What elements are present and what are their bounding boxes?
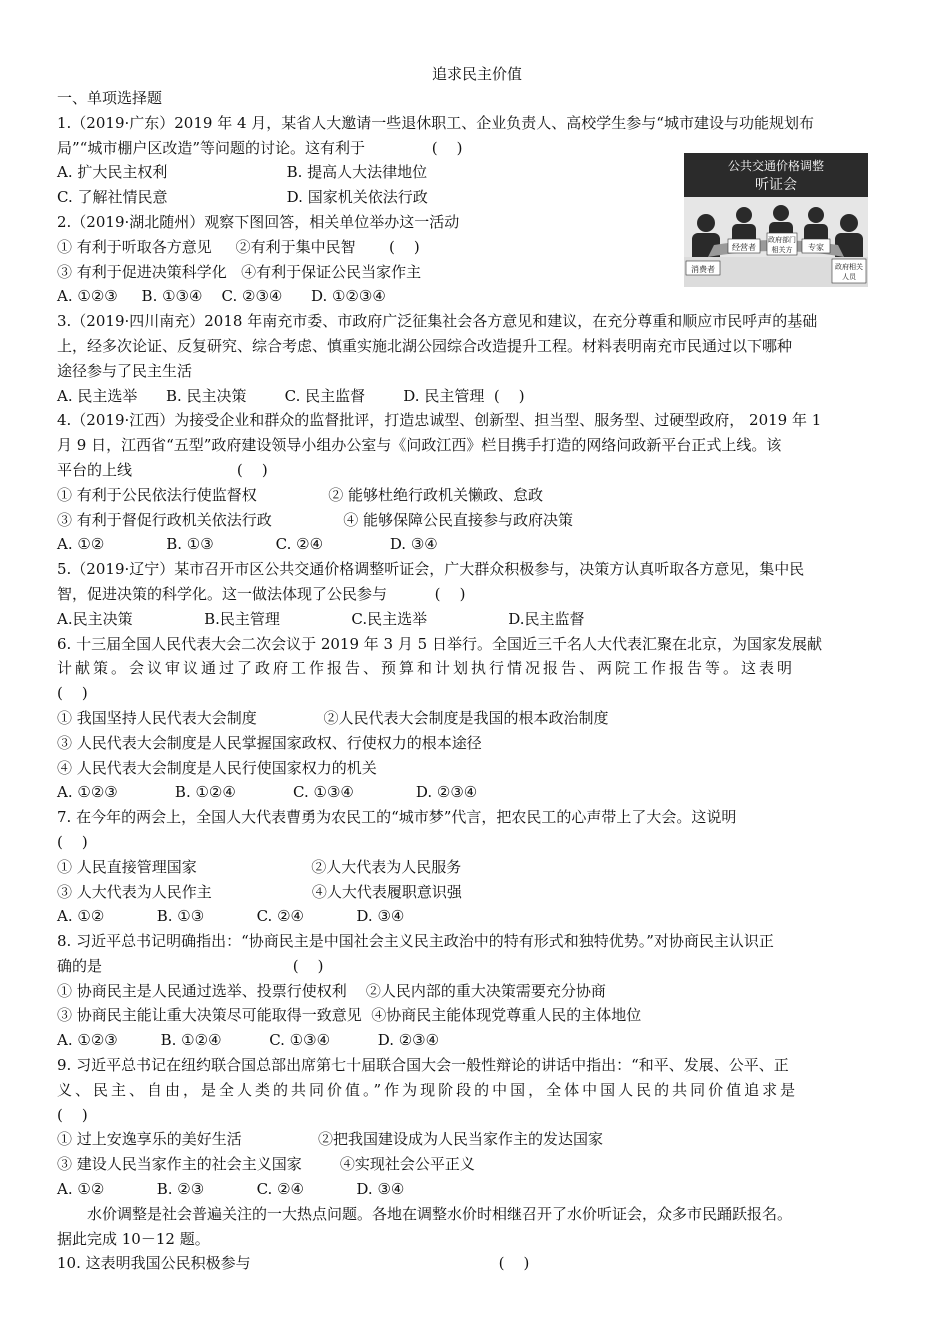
q8-options: A. ①②③ B. ①②④ C. ①③④ D. ②③④ (57, 1031, 440, 1050)
q9-options: A. ①② B. ②③ C. ②④ D. ③④ (57, 1180, 405, 1199)
q6-stem-line1: 6. 十三届全国人民代表大会二次会议于 2019 年 3 月 5 日举行。全国近三千名人大代表汇聚在北京，为国家发展献 (57, 634, 822, 653)
q7-statements-34: ③ 人大代表为人民作主 ④人大代表履职意识强 (57, 882, 462, 901)
material-line1: 水价调整是社会普遍关注的一大热点问题。各地在调整水价时相继召开了水价听证会，众多市民踊跃报名。 (87, 1204, 793, 1223)
q3-options: A. 民主选举 B. 民主决策 C. 民主监督 D. 民主管理 ( ) (57, 386, 525, 405)
q8-stem-line1: 8. 习近平总书记明确指出：“协商民主是中国社会主义民主政治中的特有形式和独特优势。”对协商民主认识正 (57, 932, 774, 951)
q7-answer-blank: ( ) (57, 832, 88, 851)
q1-stem-line2: 局”“城市棚户区改造”等问题的讨论。这有利于 ( ) (57, 138, 463, 157)
q4-stem-line1: 4.（2019·江西）为接受企业和群众的监督批评，打造忠诚型、创新型、担当型、服务型、过硬型政府， 2019 年 1 (57, 411, 822, 430)
q4-statements-12: ① 有利于公民依法行使监督权 ② 能够杜绝行政机关懒政、怠政 (57, 485, 544, 504)
hearing-illustration (684, 153, 868, 287)
q6-statement-4: ④ 人民代表大会制度是人民行使国家权力的机关 (57, 758, 377, 777)
q4-stem-line2: 月 9 日，江西省“五型”政府建设领导小组办公室与《问政江西》栏目携手打造的网络问政新平台正式上线。该 (57, 436, 782, 455)
q4-stem-line3: 平台的上线 ( ) (57, 460, 268, 479)
label-operator: 经营者 (732, 243, 756, 252)
hearing-illustration-svg (684, 153, 868, 287)
q8-stem-line2: 确的是 ( ) (57, 956, 324, 975)
q6-statement-3: ③ 人民代表大会制度是人民掌握国家政权、行使权力的根本途径 (57, 733, 482, 752)
material-line2: 据此完成 10－12 题。 (57, 1229, 210, 1248)
q1-options-ab: A. 扩大民主权利 B. 提高人大法律地位 (57, 163, 428, 182)
q6-statements-12: ① 我国坚持人民代表大会制度 ②人民代表大会制度是我国的根本政治制度 (57, 708, 609, 727)
q5-stem-line1: 5.（2019·辽宁）某市召开市区公共交通价格调整听证会，广大群众积极参与，决策方认真听取各方意见，集中民 (57, 560, 805, 579)
label-government-2: 相关方 (771, 246, 793, 254)
q1-options-cd: C. 了解社情民意 D. 国家机关依法行政 (57, 188, 428, 207)
q7-options: A. ①② B. ①③ C. ②④ D. ③④ (57, 907, 405, 926)
q2-statements-12: ① 有利于听取各方意见 ②有利于集中民智 ( ) (57, 237, 420, 256)
q3-stem-line1: 3.（2019·四川南充）2018 年南充市委、市政府广泛征集社会各方意见和建议，在充分尊重和顺应市民呼声的基础 (57, 312, 818, 331)
q9-answer-blank: ( ) (57, 1105, 88, 1124)
label-government: 政府部门 (768, 236, 796, 244)
q6-answer-blank: ( ) (57, 684, 88, 703)
q2-options: A. ①②③ B. ①③④ C. ②③④ D. ①②③④ (57, 287, 386, 306)
page-title: 追求民主价值 (431, 65, 522, 83)
q9-stem-line1: 9. 习近平总书记在纽约联合国总部出席第七十届联合国大会一般性辩论的讲话中指出：“和平、发展、公平、正 (57, 1056, 789, 1075)
q9-statements-34: ③ 建设人民当家作主的社会主义国家 ④实现社会公平正义 (57, 1155, 475, 1174)
label-expert: 专家 (808, 243, 824, 252)
label-official: 政府相关 (835, 263, 863, 271)
q9-stem-line2: 义、民主、自由，是全人类的共同价值。”作为现阶段的中国，全体中国人民的共同价值追求是 (57, 1080, 799, 1099)
q9-statements-12: ① 过上安逸享乐的美好生活 ②把我国建设成为人民当家作主的发达国家 (57, 1130, 604, 1149)
label-consumer: 消费者 (691, 265, 715, 274)
q8-statements-12: ① 协商民主是人民通过选举、投票行使权利 ②人民内部的重大决策需要充分协商 (57, 981, 606, 1000)
q4-statements-34: ③ 有利于督促行政机关依法行政 ④ 能够保障公民直接参与政府决策 (57, 510, 574, 529)
q3-stem-line2: 上，经多次论证、反复研究、综合考虑、慎重实施北湖公园综合改造提升工程。材料表明南充市民通过以下哪种 (57, 336, 793, 355)
q8-statements-34: ③ 协商民主能让重大决策尽可能取得一致意见 ④协商民主能体现党尊重人民的主体地位 (57, 1006, 642, 1025)
label-official-2: 人员 (842, 273, 856, 281)
q7-stem: 7. 在今年的两会上，全国人大代表曹勇为农民工的“城市梦”代言，把农民工的心声带上了大会。这说明 (57, 808, 737, 827)
q1-stem-line1: 1.（2019·广东）2019 年 4 月，某省人大邀请一些退休职工、企业负责人、高校学生参与“城市建设与功能规划布 (57, 113, 814, 132)
q7-statements-12: ① 人民直接管理国家 ②人大代表为人民服务 (57, 857, 462, 876)
q2-stem: 2.（2019·湖北随州）观察下图回答，相关单位举办这一活动 (57, 212, 460, 231)
q4-options: A. ①② B. ①③ C. ②④ D. ③④ (57, 535, 438, 554)
banner-subtitle: 听证会 (755, 177, 797, 193)
q3-stem-line3: 途径参与了民主生活 (57, 361, 193, 380)
q6-options: A. ①②③ B. ①②④ C. ①③④ D. ②③④ (57, 783, 478, 802)
q5-stem-line2: 智，促进决策的科学化。这一做法体现了公民参与 ( ) (57, 584, 466, 603)
q2-statements-34: ③ 有利于促进决策科学化 ④有利于保证公民当家作主 (57, 262, 422, 281)
q10-stem: 10. 这表明我国公民积极参与 ( ) (57, 1254, 530, 1273)
section-heading: 一、单项选择题 (57, 89, 163, 107)
q5-options: A.民主决策 B.民主管理 C.民主选举 D.民主监督 (57, 609, 585, 628)
q6-stem-line2: 计献策。会议审议通过了政府工作报告、预算和计划执行情况报告、两院工作报告等。这表明 (57, 659, 796, 678)
banner-title: 公共交通价格调整 (727, 159, 825, 173)
